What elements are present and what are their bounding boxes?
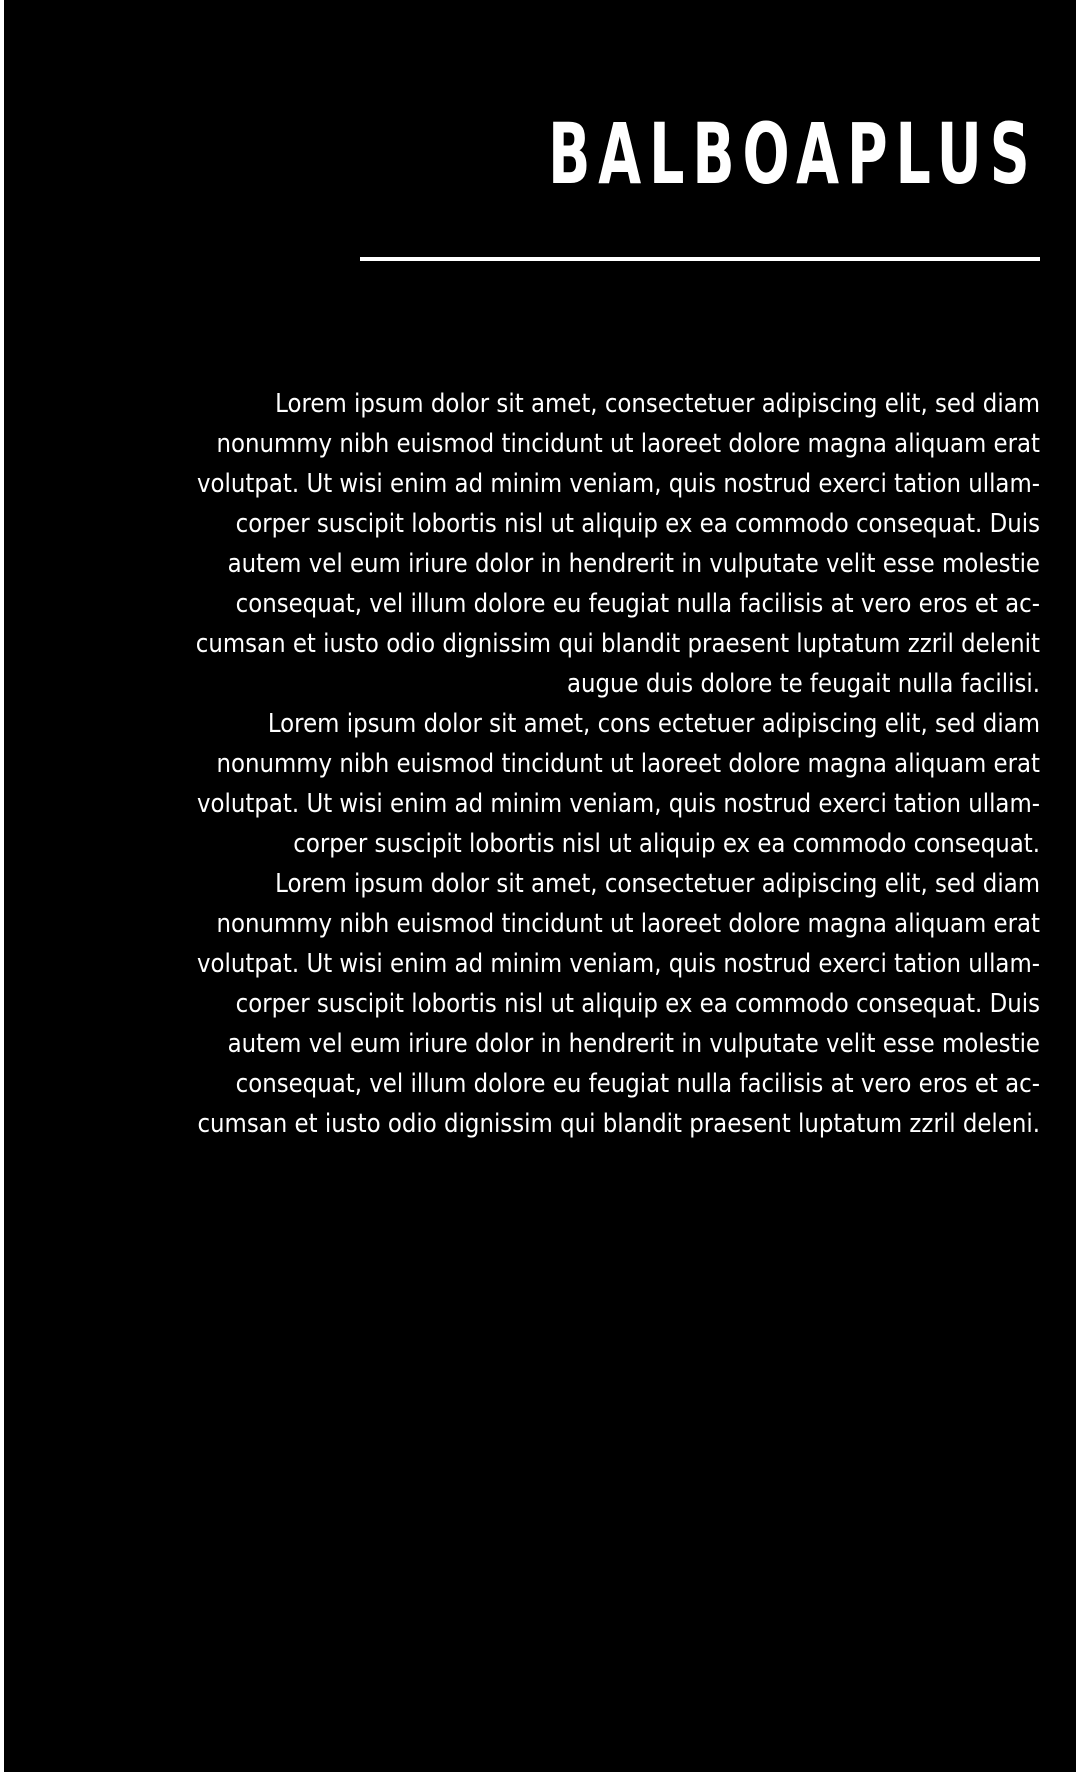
body-line: volutpat. Ut wisi enim ad minim veniam, quis nostrud exerci tation ullam- [197, 949, 1040, 979]
body-line: volutpat. Ut wisi enim ad minim veniam, quis nostrud exerci tation ullam- [197, 789, 1040, 819]
body-line: Lorem ipsum dolor sit amet, consectetuer adipiscing elit, sed diam [275, 869, 1041, 899]
page-title: BALBOAPLUS [548, 105, 1038, 203]
body-line: consequat, vel illum dolore eu feugiat nulla facilisis at vero eros et ac- [235, 589, 1040, 619]
body-line: nonummy nibh euismod tincidunt ut laoreet dolore magna aliquam erat [216, 909, 1041, 939]
body-line: cumsan et iusto odio dignissim qui blandit praesent luptatum zzril deleni. [197, 1109, 1041, 1139]
body-line: cumsan et iusto odio dignissim qui blandit praesent luptatum zzril delenit [195, 629, 1040, 659]
body-text [44, 384, 1040, 1144]
body-line: nonummy nibh euismod tincidunt ut laoreet dolore magna aliquam erat [216, 749, 1041, 779]
body-line: nonummy nibh euismod tincidunt ut laoreet dolore magna aliquam erat [216, 429, 1041, 459]
body-line: augue duis dolore te feugait nulla facilisi. [567, 669, 1040, 699]
title-divider [360, 257, 1040, 261]
document-page [4, 0, 1076, 1772]
body-line: Lorem ipsum dolor sit amet, consectetuer adipiscing elit, sed diam [275, 389, 1041, 419]
body-line: volutpat. Ut wisi enim ad minim veniam, quis nostrud exerci tation ullam- [197, 469, 1040, 499]
body-line: consequat, vel illum dolore eu feugiat nulla facilisis at vero eros et ac- [235, 1069, 1040, 1099]
body-line: Lorem ipsum dolor sit amet, cons ectetuer adipiscing elit, sed diam [267, 709, 1040, 739]
body-line: corper suscipit lobortis nisl ut aliquip ex ea commodo consequat. [293, 829, 1040, 859]
body-line: autem vel eum iriure dolor in hendrerit in vulputate velit esse molestie [227, 1029, 1040, 1059]
body-line: autem vel eum iriure dolor in hendrerit in vulputate velit esse molestie [227, 549, 1040, 579]
body-line: corper suscipit lobortis nisl ut aliquip ex ea commodo consequat. Duis [235, 989, 1041, 1019]
body-line: corper suscipit lobortis nisl ut aliquip ex ea commodo consequat. Duis [235, 509, 1041, 539]
